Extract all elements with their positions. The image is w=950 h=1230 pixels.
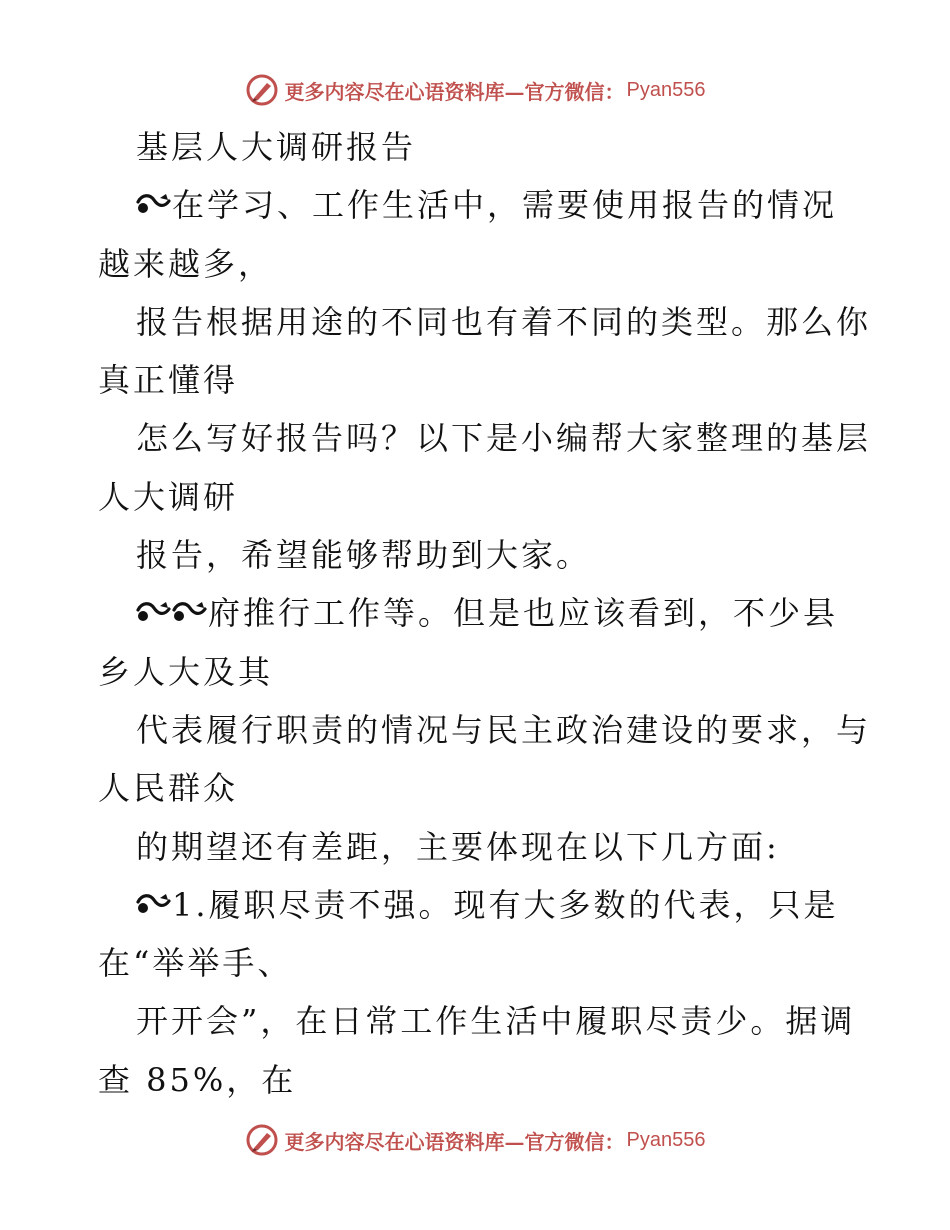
text-line xyxy=(98,118,858,176)
text-line xyxy=(98,235,858,293)
text-line-content: 在学习、工作生活中，需要使用报告的情况 xyxy=(172,186,838,225)
text-line-content: 人大调研 xyxy=(98,477,239,516)
footer-banner xyxy=(0,1120,950,1160)
text-line xyxy=(98,468,858,526)
banner-contact: Pyan556 xyxy=(626,78,706,101)
text-line-content: 府推行工作等。但是也应该看到，不少县 xyxy=(208,594,839,633)
flourish-bullet-icon xyxy=(136,180,172,212)
text-line-content: 1.履职尽责不强。现有大多数的代表，只是 xyxy=(172,885,839,924)
flourish-bullet-icon xyxy=(172,588,208,620)
pen-logo-icon xyxy=(245,1123,279,1157)
text-line-content: 在“举举手、 xyxy=(98,944,293,983)
text-line-content: 报告，希望能够帮助到大家。 xyxy=(136,536,592,575)
text-line xyxy=(98,992,858,1050)
pen-logo-icon xyxy=(245,73,279,107)
banner-text: 更多内容尽在心语资料库—官方微信： xyxy=(284,1129,625,1154)
text-line-content: 真正懂得 xyxy=(98,361,239,400)
banner-text: 更多内容尽在心语资料库—官方微信： xyxy=(284,79,625,104)
text-line xyxy=(98,351,858,409)
text-line xyxy=(98,934,858,992)
header-banner xyxy=(0,70,950,110)
text-line xyxy=(98,526,858,584)
text-line-content: 代表履行职责的情况与民主政治建设的要求，与 xyxy=(136,710,872,749)
banner-contact: Pyan556 xyxy=(626,1128,706,1151)
text-line xyxy=(98,759,858,817)
text-line xyxy=(98,876,858,934)
text-line xyxy=(98,409,872,467)
text-line-content: 人民群众 xyxy=(98,769,239,808)
text-line xyxy=(98,643,858,701)
text-line-content: 乡人大及其 xyxy=(98,652,274,691)
text-line-content: 的期望还有差距，主要体现在以下几方面: xyxy=(136,827,780,866)
text-line xyxy=(98,818,858,876)
text-line xyxy=(98,176,858,234)
flourish-bullet-icon xyxy=(136,588,172,620)
text-line-content: 报告根据用途的不同也有着不同的类型。那么你 xyxy=(136,302,872,341)
flourish-bullet-icon xyxy=(136,880,172,912)
text-line-content: 越来越多， xyxy=(98,244,274,283)
text-line-content: 基层人大调研报告 xyxy=(136,128,417,166)
text-line xyxy=(98,584,858,642)
text-line-content: 查 85%，在 xyxy=(98,1060,297,1099)
document-body xyxy=(98,118,872,1109)
text-line-content: 怎么写好报告吗？以下是小编帮大家整理的基层 xyxy=(136,419,872,458)
text-line xyxy=(98,701,872,759)
text-line xyxy=(98,1051,858,1109)
text-line xyxy=(98,293,872,351)
text-line-content: 开开会”，在日常工作生活中履职尽责少。据调 xyxy=(136,1002,856,1041)
